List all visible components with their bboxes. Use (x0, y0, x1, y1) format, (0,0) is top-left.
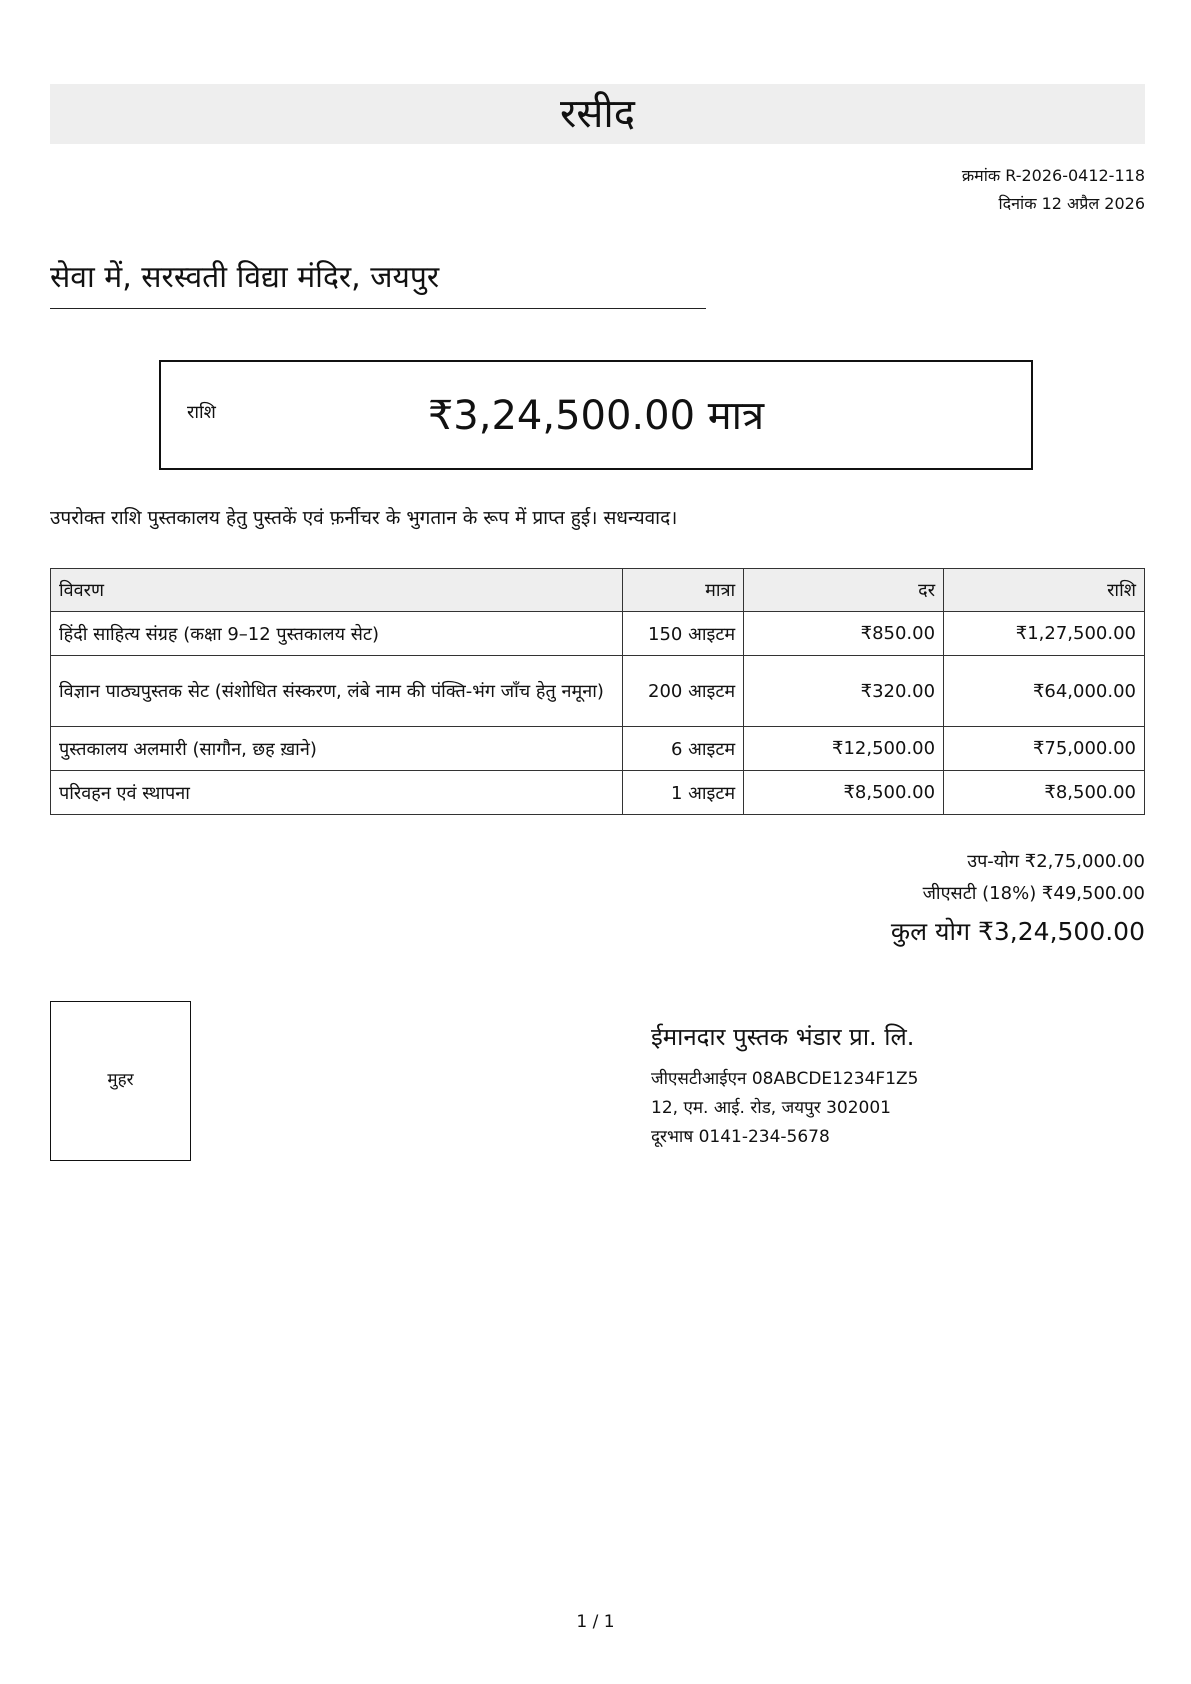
receipt-title: रसीद (560, 91, 635, 137)
cell-description: परिवहन एवं स्थापना (51, 771, 623, 815)
seller-phone: दूरभाष 0141-234-5678 (651, 1127, 830, 1147)
cell-amount: ₹8,500.00 (944, 771, 1145, 815)
cell-quantity: 200 आइटम (623, 656, 744, 727)
header-description: विवरण (51, 569, 623, 612)
subtotal: उप-योग ₹2,75,000.00 (967, 851, 1145, 872)
cell-quantity: 1 आइटम (623, 771, 744, 815)
seller-name: ईमानदार पुस्तक भंडार प्रा. लि. (651, 1023, 915, 1051)
cell-amount: ₹1,27,500.00 (944, 612, 1145, 656)
addressee: सेवा में, सरस्वती विद्या मंदिर, जयपुर (50, 255, 706, 309)
amount-value: ₹3,24,500.00 मात्र (427, 393, 765, 439)
receipt-date: दिनांक 12 अप्रैल 2026 (998, 194, 1145, 213)
title-bar (50, 84, 1145, 144)
header-rate: दर (744, 569, 944, 612)
stamp-box (50, 1001, 191, 1161)
cell-quantity: 150 आइटम (623, 612, 744, 656)
grand-total: कुल योग ₹3,24,500.00 (890, 917, 1145, 946)
table-header-row (51, 569, 1145, 612)
table-row (51, 612, 1145, 656)
table-row (51, 771, 1145, 815)
cell-amount: ₹75,000.00 (944, 727, 1145, 771)
table-row (51, 656, 1145, 727)
header-quantity: मात्रा (623, 569, 744, 612)
cell-description: हिंदी साहित्य संग्रह (कक्षा 9–12 पुस्तकालय सेट) (51, 612, 623, 656)
cell-rate: ₹12,500.00 (744, 727, 944, 771)
cell-rate: ₹320.00 (744, 656, 944, 727)
amount-label: राशि (187, 402, 216, 423)
header-amount: राशि (944, 569, 1145, 612)
cell-quantity: 6 आइटम (623, 727, 744, 771)
cell-amount: ₹64,000.00 (944, 656, 1145, 727)
receipt-note: उपरोक्त राशि पुस्तकालय हेतु पुस्तकें एवं फ़र्नीचर के भुगतान के रूप में प्राप्त हुई। सधन्यवाद। (50, 507, 678, 529)
totals (891, 846, 1145, 948)
stamp-label: मुहर (107, 1070, 134, 1090)
gst-amount: जीएसटी (18%) ₹49,500.00 (922, 883, 1145, 904)
seller-gstin: जीएसटीआईएन 08ABCDE1234F1Z5 (651, 1069, 919, 1089)
receipt-meta (962, 162, 1145, 218)
seller-details (651, 1020, 919, 1152)
amount-box (159, 360, 1033, 470)
page-number: 1 / 1 (576, 1612, 615, 1632)
items-table (50, 568, 1145, 815)
cell-rate: ₹8,500.00 (744, 771, 944, 815)
cell-rate: ₹850.00 (744, 612, 944, 656)
cell-description: पुस्तकालय अलमारी (सागौन, छह ख़ाने) (51, 727, 623, 771)
cell-description: विज्ञान पाठ्यपुस्तक सेट (संशोधित संस्करण, लंबे नाम की पंक्ति-भंग जाँच हेतु नमूना) (51, 656, 623, 727)
table-row (51, 727, 1145, 771)
receipt-serial: क्रमांक R-2026-0412-118 (961, 166, 1145, 185)
seller-address: 12, एम. आई. रोड, जयपुर 302001 (651, 1098, 891, 1118)
